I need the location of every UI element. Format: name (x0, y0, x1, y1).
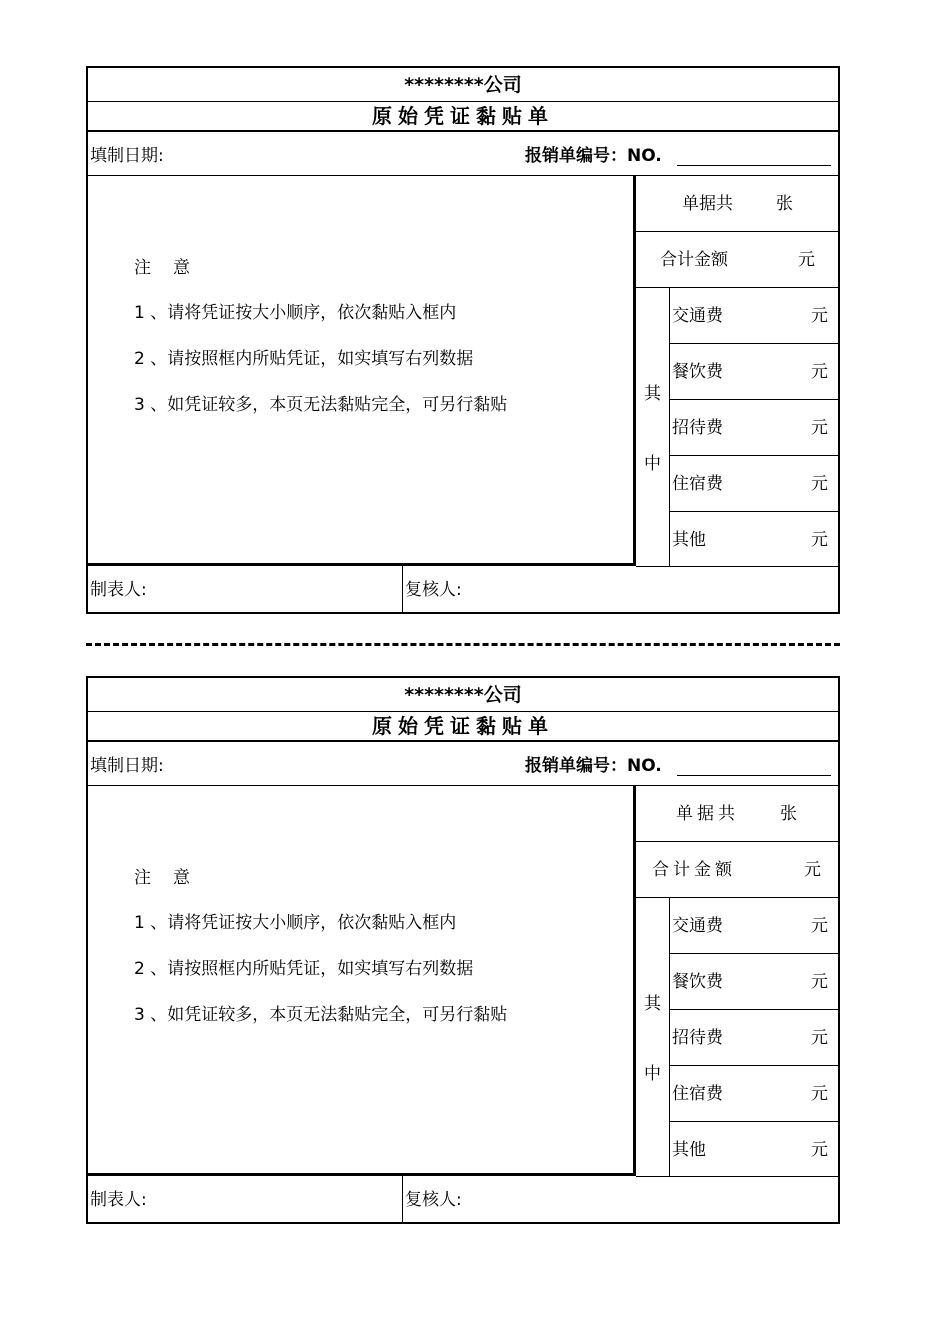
doc-count-row (636, 786, 838, 842)
breakdown-label: 住宿费 (672, 1084, 723, 1104)
breakdown-label: 招待费 (672, 1028, 723, 1048)
reviewer-label: 复核人: (405, 580, 462, 600)
breakdown-row-meals (670, 954, 838, 1010)
breakdown-unit: 元 (811, 1084, 828, 1104)
breakdown-unit: 元 (811, 1028, 828, 1048)
cut-line (86, 643, 840, 646)
voucher-number-label: 报销单编号：NO. (525, 756, 662, 776)
voucher-number-field[interactable] (677, 775, 831, 776)
notice-item: 1 、请将凭证按大小顺序，依次黏贴入框内 (134, 303, 457, 323)
breakdown-row-entertainment (670, 1010, 838, 1066)
breakdown-row-lodging (670, 456, 838, 512)
fill-date-label: 填制日期: (90, 756, 164, 776)
doc-count-row (636, 176, 838, 232)
reviewer-label: 复核人: (405, 1190, 462, 1210)
total-amount-label: 合计金额 (660, 250, 728, 270)
breakdown-unit: 元 (811, 474, 828, 494)
total-amount-label: 合计金额 (652, 860, 736, 880)
total-amount-unit: 元 (798, 250, 815, 270)
voucher-number-field[interactable] (677, 165, 831, 166)
breakdown-unit: 元 (811, 1140, 828, 1160)
breakdown-unit: 元 (811, 306, 828, 326)
breakdown-label: 其他 (672, 1140, 706, 1160)
notice-title: 注意 (134, 868, 212, 888)
breakdown-label-char: 中 (644, 1064, 661, 1084)
voucher-number-label: 报销单编号：NO. (525, 146, 662, 166)
paste-area (88, 786, 636, 1176)
info-row (88, 132, 838, 176)
breakdown-label-char: 其 (644, 384, 661, 404)
breakdown-unit: 元 (811, 916, 828, 936)
notice-item: 2 、请按照框内所贴凭证，如实填写右列数据 (134, 959, 474, 979)
notice-item: 2 、请按照框内所贴凭证，如实填写右列数据 (134, 349, 474, 369)
total-amount-unit: 元 (804, 860, 821, 880)
doc-count-unit: 张 (776, 194, 793, 214)
breakdown-label-cell (636, 288, 670, 566)
info-row (88, 742, 838, 786)
paste-area (88, 176, 636, 566)
breakdown-label: 招待费 (672, 418, 723, 438)
breakdown-unit: 元 (811, 972, 828, 992)
breakdown-label: 交通费 (672, 916, 723, 936)
breakdown-label-char: 其 (644, 994, 661, 1014)
maker-label: 制表人: (90, 1190, 147, 1210)
voucher-form-2 (86, 676, 840, 1224)
company-name: ********公司 (88, 68, 838, 102)
breakdown-row-transport (670, 288, 838, 344)
voucher-form-1 (86, 66, 840, 614)
total-amount-row (636, 842, 838, 898)
notice-item: 3 、如凭证较多，本页无法黏贴完全，可另行黏贴 (134, 1005, 508, 1025)
notice-item: 3 、如凭证较多，本页无法黏贴完全，可另行黏贴 (134, 395, 508, 415)
breakdown-unit: 元 (811, 362, 828, 382)
signature-row (88, 566, 838, 612)
breakdown-row-lodging (670, 1066, 838, 1122)
breakdown-label: 餐饮费 (672, 972, 723, 992)
breakdown-row-entertainment (670, 400, 838, 456)
notice-item: 1 、请将凭证按大小顺序，依次黏贴入框内 (134, 913, 457, 933)
company-name: ********公司 (88, 678, 838, 712)
notice-title: 注意 (134, 258, 212, 278)
breakdown-row-meals (670, 344, 838, 400)
doc-count-unit: 张 (780, 804, 797, 824)
breakdown-row-transport (670, 898, 838, 954)
breakdown-unit: 元 (811, 530, 828, 550)
breakdown-unit: 元 (811, 418, 828, 438)
breakdown-label-cell (636, 898, 670, 1176)
breakdown-label: 住宿费 (672, 474, 723, 494)
side-bottom-border (636, 1176, 838, 1177)
signature-divider (402, 1176, 403, 1222)
doc-count-label: 单据共 (676, 804, 739, 824)
breakdown-label-char: 中 (644, 454, 661, 474)
signature-divider (402, 566, 403, 612)
form-title: 原始凭证黏贴单 (88, 102, 838, 132)
doc-count-label: 单据共 (682, 194, 733, 214)
breakdown-label: 交通费 (672, 306, 723, 326)
fill-date-label: 填制日期: (90, 146, 164, 166)
signature-row (88, 1176, 838, 1222)
breakdown-row-other (670, 512, 838, 566)
breakdown-row-other (670, 1122, 838, 1176)
form-title: 原始凭证黏贴单 (88, 712, 838, 742)
breakdown-label: 餐饮费 (672, 362, 723, 382)
side-bottom-border (636, 566, 838, 567)
breakdown-label: 其他 (672, 530, 706, 550)
maker-label: 制表人: (90, 580, 147, 600)
total-amount-row (636, 232, 838, 288)
